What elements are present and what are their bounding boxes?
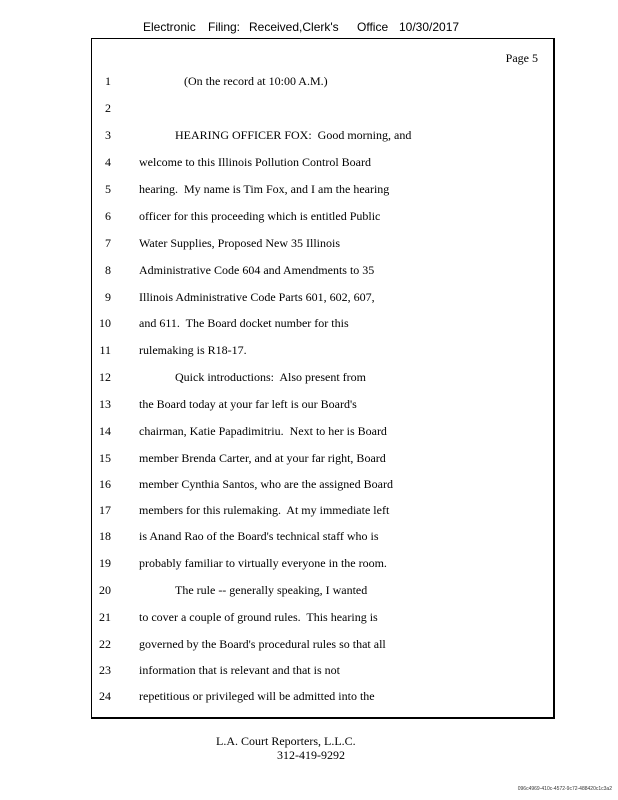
line-number: 5	[105, 182, 111, 196]
transcript-line	[0, 397, 618, 424]
transcript-line	[0, 424, 618, 451]
line-number: 1	[105, 74, 111, 88]
line-text: members for this rulemaking. At my immediate left	[139, 503, 390, 517]
line-text: probably familiar to virtually everyone in the room.	[139, 556, 387, 570]
line-number: 11	[99, 343, 111, 357]
line-text: chairman, Katie Papadimitriu. Next to her is Board	[139, 424, 387, 438]
transcript-line	[0, 583, 618, 610]
line-text: hearing. My name is Tim Fox, and I am the hearing	[139, 182, 390, 196]
transcript-line	[0, 316, 618, 343]
reporter-company: L.A. Court Reporters, L.L.C.	[216, 734, 356, 748]
transcript-line	[0, 263, 618, 290]
line-number: 3	[105, 128, 111, 142]
line-text: Quick introductions: Also present from	[175, 370, 366, 384]
transcript-line	[0, 663, 618, 690]
line-number: 13	[99, 397, 111, 411]
line-number: 15	[99, 451, 111, 465]
line-number: 9	[105, 290, 111, 304]
transcript-line	[0, 370, 618, 397]
filing-date: 10/30/2017	[399, 20, 460, 34]
line-text: The rule -- generally speaking, I wanted	[175, 583, 368, 597]
line-number: 2	[105, 101, 111, 115]
filing-office: Office	[357, 20, 389, 34]
line-number: 17	[99, 503, 111, 517]
line-number: 22	[99, 637, 111, 651]
line-number: 21	[99, 610, 111, 624]
transcript-line	[0, 477, 618, 504]
line-text: welcome to this Illinois Pollution Control Board	[139, 155, 371, 169]
line-text: repetitious or privileged will be admitted into the	[139, 689, 375, 703]
line-text: Administrative Code 604 and Amendments to 35	[139, 263, 375, 277]
transcript-line	[0, 155, 618, 182]
filing-electronic: Electronic	[143, 20, 196, 34]
transcript-line	[0, 529, 618, 556]
line-number: 19	[99, 556, 111, 570]
transcript-line	[0, 343, 618, 370]
line-number: 6	[105, 209, 111, 223]
line-text: is Anand Rao of the Board's technical staff who is	[139, 529, 379, 543]
filing-received: Received,Clerk's	[249, 20, 339, 34]
line-text: governed by the Board's procedural rules so that all	[139, 637, 386, 651]
line-text: (On the record at 10:00 A.M.)	[184, 74, 328, 88]
line-text: officer for this proceeding which is entitled Public	[139, 209, 381, 223]
line-number: 14	[99, 424, 111, 438]
transcript-line	[0, 128, 618, 155]
line-text: and 611. The Board docket number for this	[139, 316, 349, 330]
transcript-line	[0, 101, 618, 128]
transcript-line	[0, 290, 618, 317]
line-text: Illinois Administrative Code Parts 601, 602, 607,	[139, 290, 375, 304]
line-number: 12	[99, 370, 111, 384]
line-number: 20	[99, 583, 111, 597]
transcript-line	[0, 182, 618, 209]
transcript-line	[0, 689, 618, 716]
line-text: member Brenda Carter, and at your far right, Board	[139, 451, 386, 465]
transcript-line	[0, 451, 618, 478]
line-number: 10	[99, 316, 111, 330]
line-number: 18	[99, 529, 111, 543]
transcript-line	[0, 503, 618, 530]
transcript-line	[0, 74, 618, 101]
line-text: Water Supplies, Proposed New 35 Illinois	[139, 236, 341, 250]
reporter-phone: 312-419-9292	[277, 748, 345, 762]
document-id: 096c4969-410c-4572-9c72-488420c1c3a2	[517, 786, 612, 792]
line-text: to cover a couple of ground rules. This hearing is	[139, 610, 378, 624]
transcript-line	[0, 209, 618, 236]
line-text: rulemaking is R18-17.	[139, 343, 247, 357]
line-text: member Cynthia Santos, who are the assigned Board	[139, 477, 393, 491]
line-text: information that is relevant and that is not	[139, 663, 340, 677]
line-number: 7	[105, 236, 111, 250]
line-number: 23	[99, 663, 111, 677]
line-text: HEARING OFFICER FOX: Good morning, and	[175, 128, 412, 142]
transcript-line	[0, 236, 618, 263]
line-text: the Board today at your far left is our Board's	[139, 397, 357, 411]
filing-label: Filing:	[208, 20, 241, 34]
transcript-line	[0, 610, 618, 637]
transcript-line	[0, 556, 618, 583]
line-number: 8	[105, 263, 111, 277]
page-number: Page 5	[505, 51, 538, 65]
transcript-line	[0, 637, 618, 664]
line-number: 16	[99, 477, 111, 491]
line-number: 4	[105, 155, 111, 169]
line-number: 24	[99, 689, 111, 703]
